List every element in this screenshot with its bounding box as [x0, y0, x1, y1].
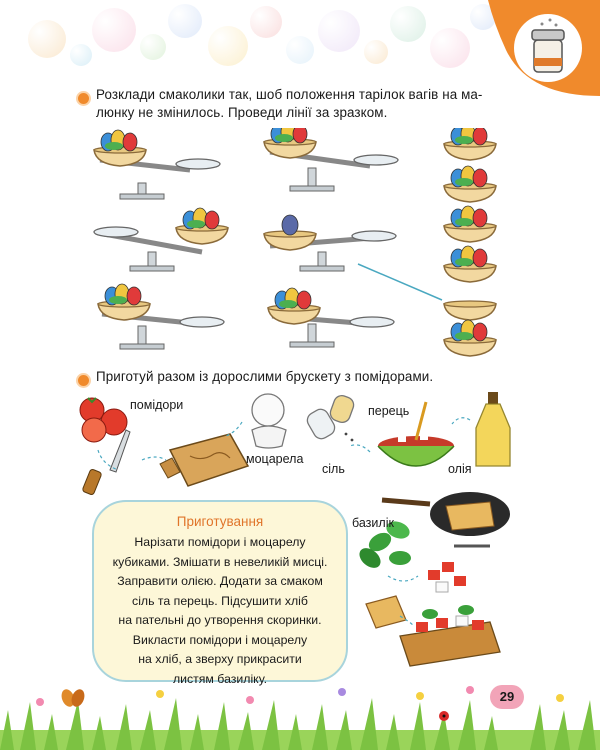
bruschetta-icon — [400, 605, 500, 666]
label-mozzarella: моцарела — [246, 452, 304, 466]
label-tomatoes: помідори — [130, 398, 184, 412]
bread-icon — [366, 596, 406, 628]
cutting-board-icon — [160, 434, 248, 486]
scale-3-middle — [268, 288, 394, 347]
label-oil: олія — [448, 462, 472, 476]
page-number: 29 — [490, 685, 524, 709]
butterfly-icon — [59, 687, 86, 708]
flower-icon — [36, 686, 564, 706]
tomato-icon — [80, 398, 127, 442]
recipe-card — [92, 500, 348, 686]
salt-pepper-icon — [304, 393, 355, 441]
task2-bullet — [78, 375, 89, 386]
task2-instruction: Приготуй разом із дорослими брускету з помідорами. — [96, 369, 434, 384]
sample-connector-line — [358, 264, 442, 300]
scale-2-left — [94, 208, 228, 271]
recipe-steps: Нарізати помідори і моцарелу кубиками. Змішати в невеликій мисці. Заправити олією. Додати за смаком сіль та перець. Підсушити хліб на пательні до утворення скоринки. Викласти помідори і моцарелу на хліб, а зверху прикрасити листям базиліку. — [112, 535, 328, 686]
oil-bottle-icon — [476, 392, 510, 466]
scale-2-middle — [264, 215, 396, 271]
ladybug-icon — [439, 711, 449, 721]
scale-1-left — [94, 130, 220, 199]
scale-1-middle — [264, 128, 398, 191]
scale-3-left — [98, 284, 224, 349]
corner-badge — [488, 0, 600, 96]
tomato-cubes-icon — [428, 562, 466, 592]
mozzarella-icon — [252, 394, 286, 448]
bowl-column — [444, 128, 496, 356]
balance-scales-exercise — [90, 128, 510, 358]
label-salt: сіль — [322, 462, 345, 476]
task1-instruction: Розклади смаколики так, шоб положення тарілок вагів на ма- люнку не змінилось. Проведи лінії за зразком. — [96, 87, 483, 120]
label-pepper: перець — [368, 404, 410, 418]
label-basil: базилік — [352, 516, 394, 530]
task1-bullet — [78, 93, 89, 104]
recipe-title: Приготування — [176, 514, 264, 529]
